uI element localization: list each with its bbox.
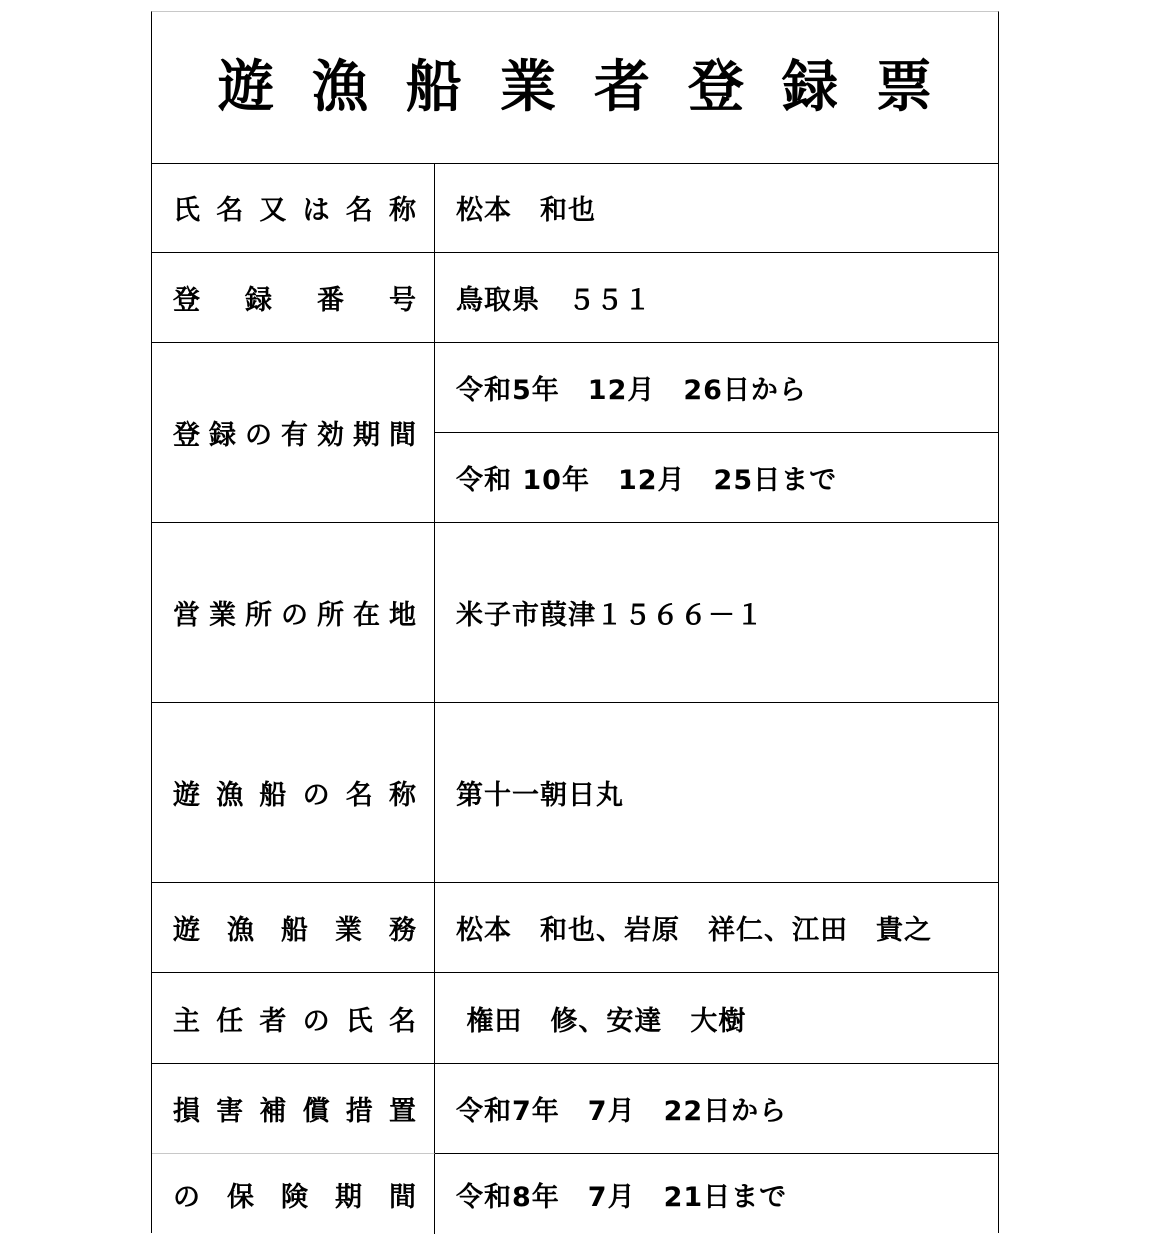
insurance-label-1: 損害補償措置 xyxy=(173,1096,416,1127)
boat-value: 第十一朝日丸 xyxy=(456,780,624,811)
insurance-to: 令和8年 7月 21日まで xyxy=(456,1181,788,1213)
address-value: 米子市葭津１５６６－１ xyxy=(456,600,764,631)
reg-no-label: 登録番号 xyxy=(173,285,416,316)
insurance-label-cell-2 xyxy=(152,1154,435,1234)
address-label-cell xyxy=(152,523,435,703)
reg-no-value: 鳥取県 ５５１ xyxy=(456,285,652,316)
business-label: 遊漁船業務 xyxy=(173,915,416,946)
insurance-from-cell xyxy=(435,1064,998,1154)
validity-label-cell xyxy=(152,343,435,523)
registration-sheet xyxy=(151,11,999,1233)
insurance-label-2: の保険期間 xyxy=(173,1181,416,1213)
validity-to-cell xyxy=(435,433,998,523)
address-label: 営業所の所在地 xyxy=(173,600,416,631)
business-value-cell xyxy=(435,883,998,973)
boat-label: 遊漁船の名称 xyxy=(173,780,416,811)
business-value: 松本 和也、岩原 祥仁、江田 貴之 xyxy=(456,915,932,946)
reg-no-label-cell xyxy=(152,253,435,343)
reg-no-value-cell xyxy=(435,253,998,343)
manager-value-cell xyxy=(435,973,998,1064)
name-label: 氏名又は名称 xyxy=(173,195,416,226)
validity-from: 令和5年 12月 26日から xyxy=(456,375,807,406)
name-value: 松本 和也 xyxy=(456,195,596,226)
business-label-cell xyxy=(152,883,435,973)
insurance-to-cell xyxy=(435,1154,998,1234)
insurance-label-cell-1 xyxy=(152,1064,435,1154)
boat-value-cell xyxy=(435,703,998,883)
boat-label-cell xyxy=(152,703,435,883)
manager-label: 主任者の氏名 xyxy=(173,1005,416,1037)
page-title: 遊漁船業者登録票 xyxy=(218,54,970,120)
address-value-cell xyxy=(435,523,998,703)
validity-to: 令和 10年 12月 25日まで xyxy=(456,465,838,496)
manager-value: 権田 修、安達 大樹 xyxy=(456,1005,747,1037)
title-row xyxy=(152,12,998,164)
name-value-cell xyxy=(435,163,998,253)
name-label-cell xyxy=(152,163,435,253)
validity-from-cell xyxy=(435,343,998,433)
validity-label: 登録の有効期間 xyxy=(173,420,416,451)
insurance-from: 令和7年 7月 22日から xyxy=(456,1096,788,1127)
manager-label-cell xyxy=(152,973,435,1064)
